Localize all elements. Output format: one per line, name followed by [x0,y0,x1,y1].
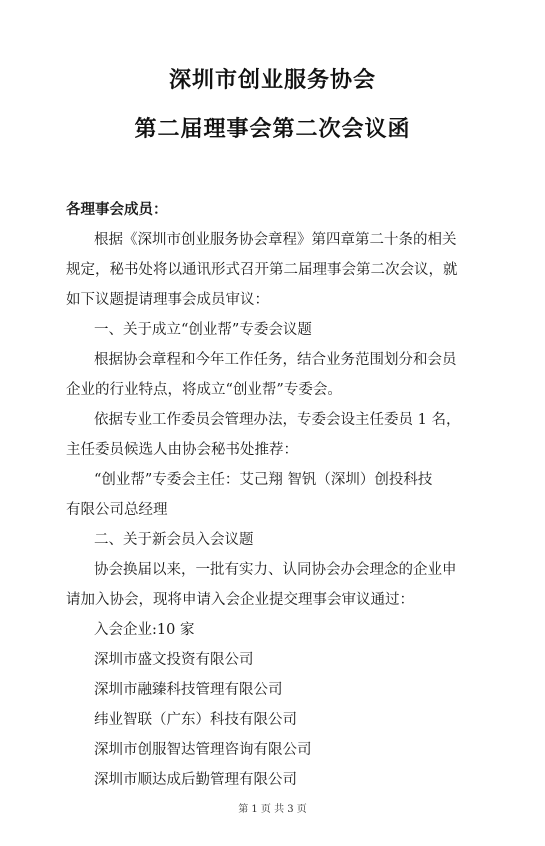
member-company: 深圳市盛文投资有限公司 [94,652,254,668]
page-number-footer: 第 1 页 共 3 页 [238,804,307,815]
body-line: 企业的行业特点，将成立“创业帮”专委会。 [66,382,342,398]
body-line: 规定，秘书处将以通讯形式召开第二届理事会第二次会议，就 [66,262,458,278]
salutation: 各理事会成员： [66,202,168,218]
member-company: 深圳市创服智达管理咨询有限公司 [94,742,312,758]
member-count: 入会企业:10 家 [94,622,195,638]
body-line: 根据协会章程和今年工作任务，结合业务范围划分和会员 [94,352,457,368]
member-company: 纬业智联（广东）科技有限公司 [94,712,297,728]
body-line: 协会换届以来，一批有实力、认同协会办会理念的企业申 [94,562,457,578]
body-line: 请加入协会，现将申请入会企业提交理事会审议通过： [66,592,414,608]
body-line: 根据《深圳市创业服务协会章程》第四章第二十条的相关 [94,232,457,248]
body-line: 依据专业工作委员会管理办法，专委会设主任委员 1 名， [94,412,461,428]
document-title-line-1: 深圳市创业服务协会 [168,68,376,93]
member-company: 深圳市融臻科技管理有限公司 [94,682,283,698]
nominee-line: “创业帮”专委会主任：艾己翔 智钒（深圳）创投科技 [94,472,433,488]
nominee-line: 有限公司总经理 [66,502,168,518]
section-heading-2: 二、关于新会员入会议题 [94,532,254,548]
body-line: 如下议题提请理事会成员审议： [66,292,269,308]
document-title-line-2: 第二届理事会第二次会议函 [134,117,411,142]
body-line: 主任委员候选人由协会秘书处推荐： [66,442,298,458]
section-heading-1: 一、关于成立“创业帮”专委会议题 [94,322,312,338]
member-company: 深圳市顺达成后勤管理有限公司 [94,772,297,788]
